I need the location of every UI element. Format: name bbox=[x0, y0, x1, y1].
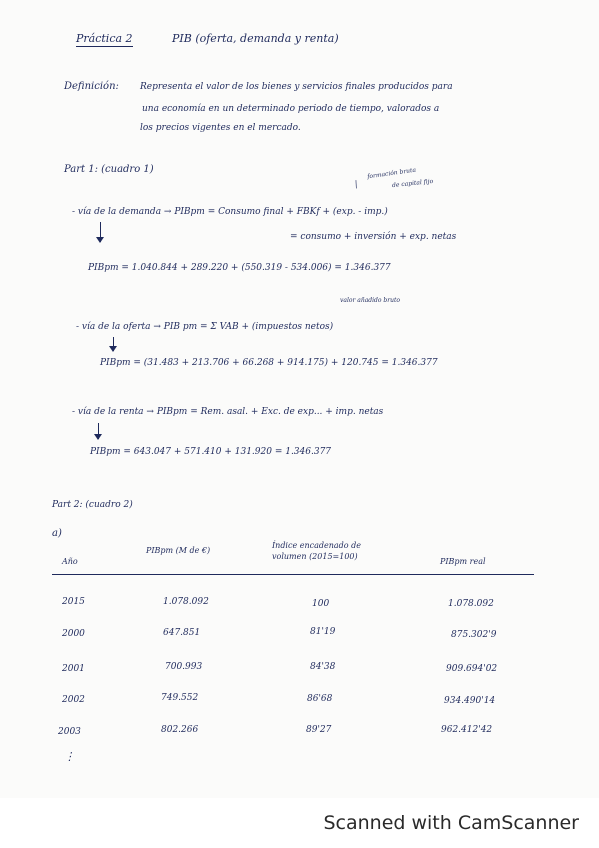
demand-formula-line-2: = consumo + inversión + exp. netas bbox=[290, 232, 457, 242]
table-row-5-gdp: 802.266 bbox=[161, 725, 199, 735]
table-row-5-year: 2003 bbox=[58, 727, 81, 737]
income-formula: - vía de la renta → PIBpm = Rem. asal. + Exc. de exp... + imp. netas bbox=[72, 407, 384, 417]
table-row-2-real: 875.302'9 bbox=[451, 630, 497, 640]
table-row-5-index: 89'27 bbox=[306, 725, 332, 735]
table-row-5-real: 962.412'42 bbox=[441, 725, 493, 735]
margin-note-tick: / bbox=[352, 179, 361, 191]
definition-line-3: los precios vigentes en el mercado. bbox=[140, 123, 301, 133]
camscanner-footer bbox=[0, 798, 599, 848]
section-a-label: a) bbox=[52, 528, 62, 539]
table-header-rule bbox=[52, 574, 534, 575]
table-header-year: Año bbox=[62, 557, 78, 566]
part1-title: Part 1: (cuadro 1) bbox=[64, 164, 154, 175]
definition-line-2: una economía en un determinado periodo de tiempo, valorados a bbox=[142, 104, 440, 114]
demand-arrow bbox=[100, 222, 101, 242]
table-row-3-index: 84'38 bbox=[310, 662, 336, 672]
camscanner-watermark: Scanned with CamScanner bbox=[323, 812, 579, 834]
demand-calculation: PIBpm = 1.040.844 + 289.220 + (550.319 - 534.006) = 1.346.377 bbox=[88, 263, 391, 273]
table-row-4-year: 2002 bbox=[62, 695, 85, 705]
supply-arrow bbox=[113, 337, 114, 351]
table-row-4-gdp: 749.552 bbox=[161, 693, 199, 703]
table-row-1-real: 1.078.092 bbox=[448, 599, 494, 609]
table-row-1-gdp: 1.078.092 bbox=[163, 597, 209, 607]
table-row-4-index: 86'68 bbox=[307, 694, 333, 704]
income-calculation: PIBpm = 643.047 + 571.410 + 131.920 = 1.346.377 bbox=[90, 447, 332, 457]
supply-calculation: PIBpm = (31.483 + 213.706 + 66.268 + 914.175) + 120.745 = 1.346.377 bbox=[100, 358, 438, 368]
table-row-2-index: 81'19 bbox=[310, 627, 336, 637]
table-header-gdp: PIBpm (M de €) bbox=[146, 546, 211, 555]
table-row-3-year: 2001 bbox=[62, 664, 85, 674]
table-row-2-gdp: 647.851 bbox=[163, 628, 201, 638]
margin-note-fbkf-1: formación bruta bbox=[366, 166, 417, 181]
table-header-index-text: Índice encadenado de volumen (2015=100) bbox=[272, 541, 361, 561]
table-row-1-index: 100 bbox=[312, 599, 330, 609]
table-row-2-year: 2000 bbox=[62, 629, 85, 639]
income-arrow bbox=[98, 423, 99, 439]
definition-line-1: Representa el valor de los bienes y servicios finales producidos para bbox=[140, 82, 453, 92]
definition-label: Definición: bbox=[64, 81, 119, 92]
table-header-index bbox=[272, 540, 382, 562]
margin-note-fbkf-2: de capital fijo bbox=[391, 177, 434, 190]
part2-title: Part 2: (cuadro 2) bbox=[52, 500, 133, 510]
vab-note: valor añadido bruto bbox=[340, 297, 401, 304]
practice-label: Práctica 2 bbox=[76, 32, 133, 45]
demand-formula: - vía de la demanda → PIBpm = Consumo final + FBKf + (exp. - imp.) bbox=[72, 207, 388, 217]
table-row-4-real: 934.490'14 bbox=[444, 696, 496, 706]
table-row-3-gdp: 700.993 bbox=[165, 662, 203, 672]
table-row-3-real: 909.694'02 bbox=[446, 664, 498, 674]
table-continuation: ⋮ bbox=[64, 750, 75, 763]
table-row-1-year: 2015 bbox=[62, 597, 85, 607]
supply-formula: - vía de la oferta → PIB pm = Σ VAB + (impuestos netos) bbox=[76, 322, 334, 332]
page-title: PIB (oferta, demanda y renta) bbox=[172, 32, 339, 45]
table-header-real-gdp: PIBpm real bbox=[440, 557, 486, 566]
